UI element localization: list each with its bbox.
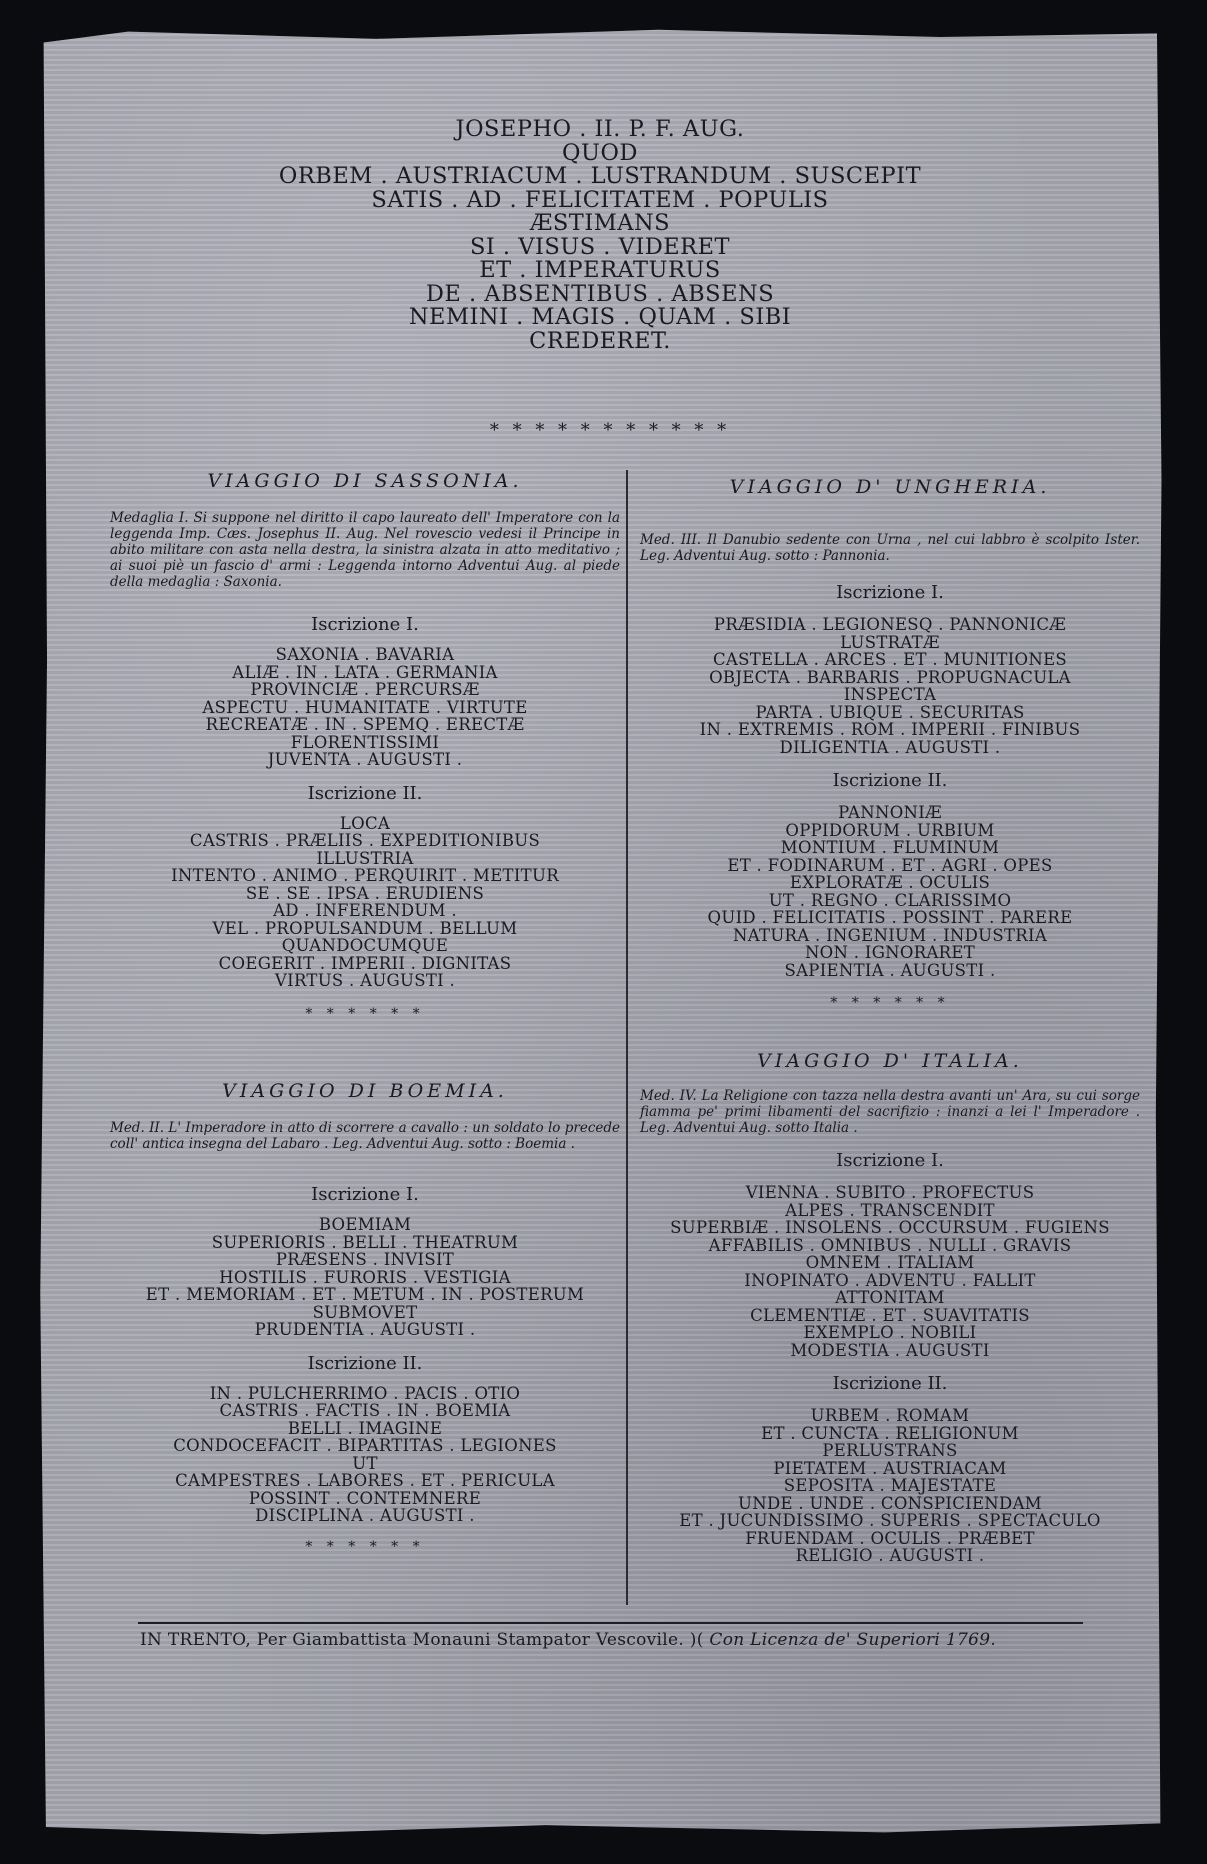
section-title: VIAGGIO D' UNGHERIA. [729, 476, 1051, 498]
inscription-line: PANNONIÆ [838, 803, 942, 822]
header-line: SATIS . AD . FELICITATEM . POPULIS [371, 186, 829, 213]
inscription-line: IN . PULCHERRIMO . PACIS . OTIO [209, 1383, 521, 1403]
header-line: NEMINI . MAGIS . QUAM . SIBI [408, 304, 792, 330]
header-line: CREDERET. [529, 327, 671, 354]
inscription-title: Iscrizione II. [832, 1373, 948, 1394]
inscription-line: QUID . FELICITATIS . POSSINT . PARERE [707, 908, 1073, 927]
inscription-line: ET . MEMORIAM . ET . METUM . IN . POSTERUM [145, 1285, 585, 1304]
inscription-text [640, 616, 1140, 756]
inscription-text [640, 1407, 1140, 1565]
section-stars: * * * * * * [830, 995, 950, 1011]
header-line: ORBEM . AUSTRIACUM . LUSTRANDUM . SUSCEPIT [278, 163, 922, 189]
inscription-line: ILLUSTRIA [316, 848, 414, 868]
section-stars: * * * * * * [305, 1005, 425, 1022]
inscription-line: ASPECTU . HUMANITATE . VIRTUTE [202, 697, 528, 717]
header-line: ET . IMPERATURUS [479, 257, 721, 283]
inscription-line: INTENTO . ANIMO . PERQUIRIT . METITUR [171, 866, 559, 885]
inscription-text [640, 1184, 1140, 1359]
inscription-line: ALIÆ . IN . LATA . GERMANIA [232, 662, 498, 682]
imprint-license: Con Licenza de' Superiori 1769. [709, 1630, 997, 1650]
section-ungheria [640, 476, 1140, 1011]
inscription-line: BELLI . IMAGINE [287, 1418, 443, 1438]
inscription-title: Iscrizione I. [311, 614, 419, 635]
inscription-title: Iscrizione I. [311, 1184, 419, 1205]
dedication-header [250, 118, 950, 353]
inscription-line: HOSTILIS . FURORIS . VESTIGIA [219, 1267, 511, 1287]
inscription-line: PRUDENTIA . AUGUSTI . [254, 1320, 476, 1339]
inscription-line: UT . REGNO . CLARISSIMO [768, 890, 1012, 910]
section-italia [640, 1050, 1140, 1565]
inscription-title: Iscrizione II. [307, 782, 423, 804]
inscription-line: EXPLORATÆ . OCULIS [789, 873, 991, 892]
inscription-line: LOCA [339, 813, 391, 833]
inscription-line: SUPERIORIS . BELLI . THEATRUM [211, 1232, 519, 1252]
inscription-line: CONDOCEFACIT . BIPARTITAS . LEGIONES [173, 1436, 557, 1455]
header-line: ÆSTIMANS [529, 210, 671, 236]
inscription-line: OPPIDORUM . URBIUM [785, 820, 995, 840]
inscription-text [110, 1385, 620, 1525]
inscription-line: JUVENTA . AUGUSTI . [267, 750, 463, 769]
inscription-line: CASTRIS . FACTIS . IN . BOEMIA [219, 1401, 511, 1420]
footer-rule [138, 1622, 1083, 1624]
inscription-line: BOEMIAM [318, 1215, 412, 1234]
header-line: JOSEPHO . II. P. F. AUG. [455, 116, 745, 142]
section-boemia [110, 1080, 620, 1555]
inscription-line: POSSINT . CONTEMNERE [248, 1488, 482, 1508]
inscription-line: UNDE . UNDE . CONSPICIENDAM [738, 1493, 1042, 1513]
inscription-text [110, 815, 620, 990]
inscription-line: RELIGIO . AUGUSTI . [795, 1546, 985, 1565]
inscription-line: FLORENTISSIMI [290, 732, 440, 752]
medal-description: Med. II. L' Imperadore in atto di scorrere a cavallo : un soldato lo precede coll' antica insegna del Labaro . Leg. Adventui Aug. sotto : Boemia . [110, 1120, 620, 1152]
inscription-line: CLEMENTIÆ . ET . SUAVITATIS [750, 1305, 1030, 1325]
inscription-line: SAPIENTIA . AUGUSTI . [784, 960, 996, 980]
header-line: QUOD [562, 139, 638, 166]
inscription-line: INSPECTA [843, 685, 937, 704]
inscription-line: VEL . PROPULSANDUM . BELLUM [212, 918, 518, 938]
medal-description: Med. III. Il Danubio sedente con Urna , nel cui labbro è scolpito Ister. Leg. Adventui Aug. sotto : Pannonia. [640, 532, 1140, 564]
inscription-line: IN . EXTREMIS . ROM . IMPERII . FINIBUS [699, 720, 1081, 739]
inscription-line: SE . SE . IPSA . ERUDIENS [245, 883, 485, 903]
inscription-line: ATTONITAM [835, 1288, 945, 1307]
inscription-title: Iscrizione I. [836, 582, 944, 603]
medal-description: Med. IV. La Religione con tazza nella destra avanti un' Ara, su cui sorge fiamma pe' primi libamenti del sacrifizio : inanzi a lei l' Imperadore . Leg. Adventui Aug. sotto Italia . [640, 1088, 1140, 1136]
inscription-line: LUSTRATÆ [840, 632, 940, 652]
inscription-line: NATURA . INGENIUM . INDUSTRIA [732, 925, 1048, 945]
medal-description: Medaglia I. Si suppone nel diritto il capo laureato dell' Imperatore con la leggenda Imp. Cæs. Josephus II. Aug. Nel rovescio vedesi il Principe in abito militare con asta nella destra, la sinistra alzata in atto meditativo ; ai suoi piè un fascio d' armi : Leggenda intorno Adventui Aug. al piede della medaglia : Saxonia. [110, 510, 620, 590]
inscription-line: ET . CUNCTA . RELIGIONUM [761, 1423, 1019, 1443]
imprint-separator: )( [689, 1630, 704, 1650]
inscription-line: PRÆSIDIA . LEGIONESQ . PANNONICÆ [713, 615, 1067, 634]
header-line: SI . VISUS . VIDERET [469, 233, 731, 260]
inscription-text [110, 1216, 620, 1339]
inscription-line: ET . JUCUNDISSIMO . SUPERIS . SPECTACULO [679, 1511, 1101, 1530]
inscription-line: INOPINATO . ADVENTU . FALLIT [744, 1270, 1036, 1290]
imprint-footer [140, 1630, 1080, 1650]
inscription-line: PERLUSTRANS [822, 1441, 958, 1460]
section-title: VIAGGIO D' ITALIA. [757, 1050, 1023, 1072]
inscription-line: DISCIPLINA . AUGUSTI . [255, 1506, 475, 1525]
inscription-line: AD . INFERENDUM . [273, 901, 457, 920]
inscription-line: VIRTUS . AUGUSTI . [274, 971, 456, 990]
inscription-title: Iscrizione II. [832, 770, 948, 791]
inscription-line: NON . IGNORARET [804, 943, 976, 962]
header-line: DE . ABSENTIBUS . ABSENS [425, 280, 775, 307]
inscription-line: PROVINCIÆ . PERCURSÆ [250, 680, 480, 699]
inscription-line: OBJECTA . BARBARIS . PROPUGNACULA [709, 667, 1071, 687]
inscription-text [640, 804, 1140, 979]
inscription-title: Iscrizione I. [836, 1150, 944, 1171]
inscription-line: PARTA . UBIQUE . SECURITAS [755, 702, 1025, 722]
imprint-printer: IN TRENTO, Per Giambattista Monauni Stampator Vescovile. [140, 1630, 685, 1650]
inscription-line: PIETATEM . AUSTRIACAM [773, 1458, 1007, 1478]
inscription-text [110, 646, 620, 769]
inscription-line: MONTIUM . FLUMINUM [780, 838, 1000, 857]
inscription-line: MODESTIA . AUGUSTI [790, 1340, 990, 1360]
column-divider [626, 470, 628, 1605]
inscription-line: SUPERBIÆ . INSOLENS . OCCURSUM . FUGIENS [670, 1218, 1110, 1237]
section-stars: * * * * * * [305, 1538, 425, 1555]
inscription-line: URBEM . ROMAM [810, 1406, 970, 1425]
inscription-line: CASTRIS . PRÆLIIS . EXPEDITIONIBUS [189, 831, 541, 850]
header-stars: * * * * * * * * * * * [489, 420, 731, 441]
inscription-line: FRUENDAM . OCULIS . PRÆBET [745, 1528, 1035, 1548]
inscription-line: SAXONIA . BAVARIA [275, 645, 455, 664]
inscription-line: ALPES . TRANSCENDIT [785, 1200, 995, 1220]
inscription-line: AFFABILIS . OMNIBUS . NULLI . GRAVIS [708, 1235, 1072, 1255]
inscription-line: VIENNA . SUBITO . PROFECTUS [745, 1183, 1035, 1202]
section-title: VIAGGIO DI BOEMIA. [222, 1080, 508, 1102]
inscription-line: UT [352, 1453, 378, 1473]
inscription-line: COEGERIT . IMPERII . DIGNITAS [218, 953, 512, 973]
inscription-line: PRÆSENS . INVISIT [275, 1250, 455, 1269]
inscription-line: ET . FODINARUM . ET . AGRI . OPES [727, 855, 1053, 875]
section-title: VIAGGIO DI SASSONIA. [207, 470, 523, 492]
inscription-line: QUANDOCUMQUE [281, 936, 449, 955]
inscription-line: DILIGENTIA . AUGUSTI . [779, 737, 1001, 757]
inscription-line: EXEMPLO . NOBILI [803, 1323, 977, 1342]
inscription-title: Iscrizione II. [307, 1352, 423, 1374]
inscription-line: OMNEM . ITALIAM [805, 1253, 975, 1272]
inscription-line: RECREATÆ . IN . SPEMQ . ERECTÆ [205, 715, 525, 734]
section-sassonia [110, 470, 620, 1022]
inscription-line: CASTELLA . ARCES . ET . MUNITIONES [712, 650, 1068, 669]
inscription-line: CAMPESTRES . LABORES . ET . PERICULA [175, 1471, 555, 1490]
inscription-line: SEPOSITA . MAJESTATE [783, 1476, 997, 1495]
inscription-line: SUBMOVET [312, 1302, 418, 1322]
